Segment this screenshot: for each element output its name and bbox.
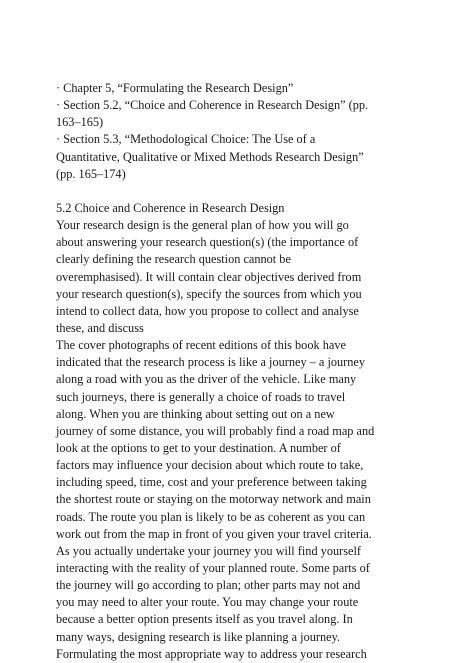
paragraph-line: roads. The route you plan is likely to be as coherent as you can — [56, 509, 366, 524]
paragraph-line: work out from the map in front of you given your travel criteria. — [56, 526, 372, 541]
reading-list-item: · Chapter 5, “Formulating the Research Design” — [56, 81, 294, 95]
paragraph-line: look at the options to get to your destination. A number of — [56, 440, 341, 455]
paragraph-line: clearly defining the research question cannot be — [56, 252, 291, 267]
paragraph-journey-analogy — [56, 337, 404, 663]
reading-list-item: · Section 5.3, “Methodological Choice: The Use of a — [56, 132, 316, 147]
paragraph-line: journey of some distance, you will probably find a road map and — [56, 423, 375, 438]
reading-list-item: (pp. 165–174) — [56, 166, 126, 181]
paragraph-line: indicated that the research process is like a journey – a journey — [56, 355, 366, 370]
paragraph-line: factors may influence your decision about which route to take, — [56, 458, 364, 473]
paragraph-line: the journey will go according to plan; other parts may not and — [56, 578, 361, 593]
paragraph-line: your research question(s), specify the sources from which you — [56, 286, 362, 301]
section-heading: 5.2 Choice and Coherence in Research Design — [56, 200, 285, 215]
reading-list-item: · Section 5.2, “Choice and Coherence in Research Design” (pp. — [56, 98, 369, 113]
reading-list-item: 163–165) — [56, 115, 104, 130]
spacer — [56, 183, 404, 200]
paragraph-line: because a better option presents itself as you travel along. In — [56, 612, 353, 627]
paragraph-line: As you actually undertake your journey you will find yourself — [56, 543, 361, 558]
paragraph-line: along. When you are thinking about setting out on a new — [56, 406, 335, 421]
paragraph-line: Your research design is the general plan of how you will go — [56, 218, 349, 233]
paragraph-line: you may need to alter your route. You may change your route — [56, 595, 359, 610]
paragraph-line: many ways, designing research is like planning a journey. — [56, 629, 341, 644]
document-body — [56, 80, 404, 663]
paragraph-line: overemphasised). It will contain clear objectives derived from — [56, 269, 362, 284]
paragraph-line: including speed, time, cost and your preference between taking — [56, 475, 367, 490]
paragraph-research-design — [56, 217, 404, 337]
reading-list-item: Quantitative, Qualitative or Mixed Methods Research Design” — [56, 149, 364, 164]
paragraph-line: Formulating the most appropriate way to address your research — [56, 646, 367, 661]
paragraph-line: these, and discuss — [56, 320, 144, 335]
paragraph-line: the shortest route or staying on the motorway network and main — [56, 492, 371, 507]
paragraph-line: interacting with the reality of your planned route. Some parts of — [56, 560, 370, 575]
paragraph-line: intend to collect data, how you propose to collect and analyse — [56, 303, 359, 318]
paragraph-line: about answering your research question(s) (the importance of — [56, 235, 359, 250]
paragraph-line: such journeys, there is generally a choice of roads to travel — [56, 389, 346, 404]
paragraph-line: The cover photographs of recent editions of this book have — [56, 338, 346, 353]
reading-list — [56, 80, 404, 183]
paragraph-line: along a road with you as the driver of the vehicle. Like many — [56, 372, 357, 387]
